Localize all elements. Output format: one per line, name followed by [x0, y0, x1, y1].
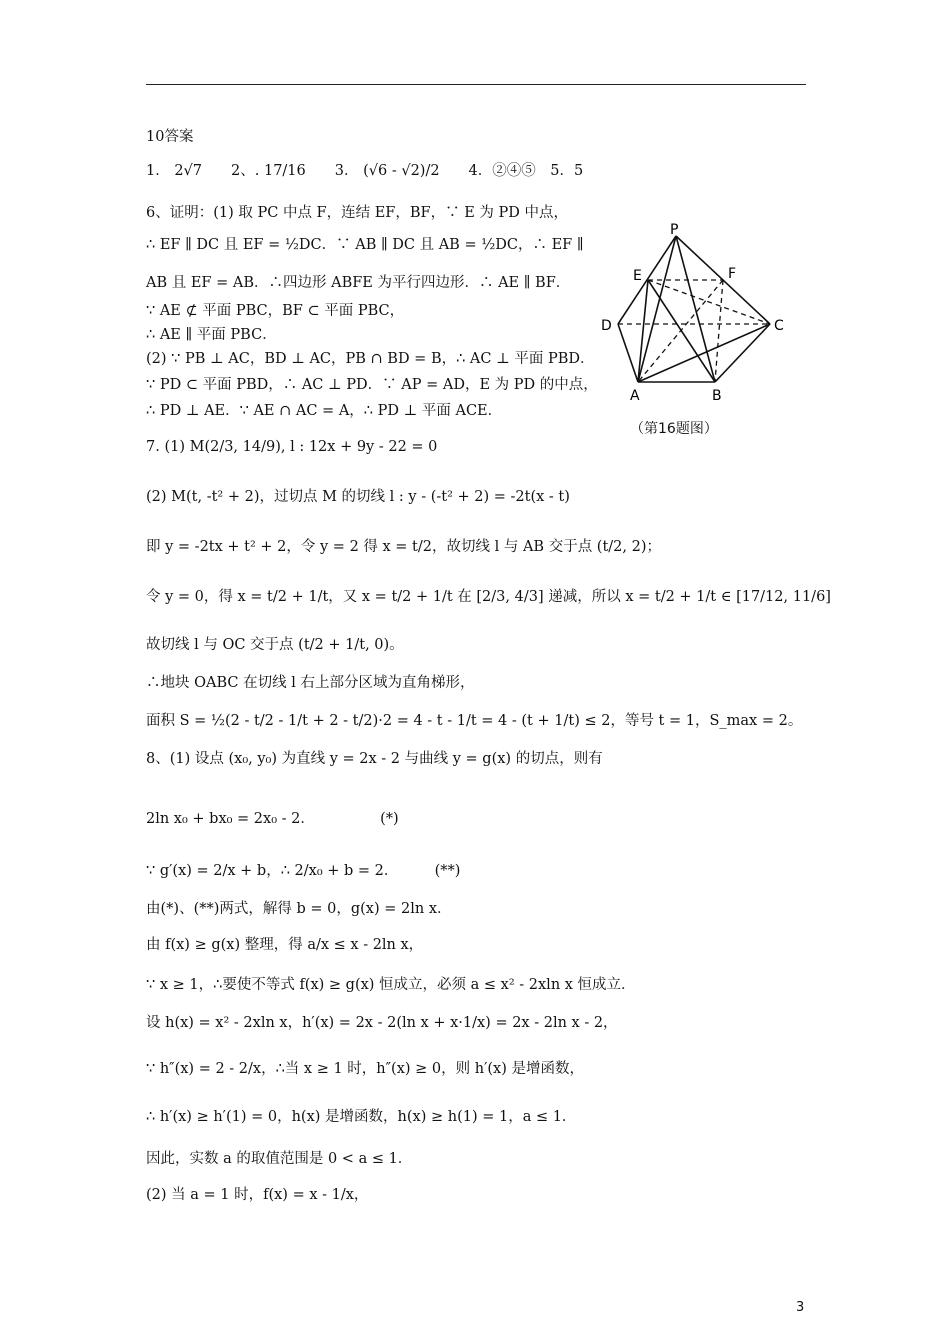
- vertex-d-label: D: [601, 318, 612, 334]
- p8-line-7: 设 h(x) = x² - 2xln x，h′(x) = 2x - 2(ln x + x·1/x) = 2x - 2ln x - 2，: [146, 1015, 618, 1031]
- vertex-a-label: A: [630, 388, 640, 404]
- p6-line-3: AB 且 EF = AB．∴四边形 ABFE 为平行四边形．∴ AE ∥ BF．: [146, 275, 571, 291]
- p7-line-1: 7. (1) M(2/3, 14/9), l : 12x + 9y - 22 = 0: [146, 439, 438, 455]
- header-rule: [146, 84, 806, 85]
- p8-line-9: ∴ h′(x) ≥ h′(1) = 0，h(x) 是增函数，h(x) ≥ h(1) = 1，a ≤ 1．: [146, 1109, 577, 1125]
- p8-line-10: 因此，实数 a 的取值范围是 0 < a ≤ 1．: [146, 1151, 413, 1167]
- p6-line-7: ∵ PD ⊂ 平面 PBD，∴ AC ⊥ PD．∵ AP = AD，E 为 PD 的中点，: [146, 377, 598, 393]
- p7-line-3: 即 y = -2tx + t² + 2，令 y = 2 得 x = t/2，故切线 l 与 AB 交于点 (t/2, 2)；: [146, 539, 661, 555]
- pyramid-figure: [598, 222, 798, 442]
- figure-caption: （第16题图）: [630, 421, 718, 437]
- p8-line-8: ∵ h″(x) = 2 - 2/x，∴当 x ≥ 1 时，h″(x) ≥ 0，则 h′(x) 是增函数，: [146, 1061, 584, 1077]
- page-number: 3: [796, 1300, 805, 1315]
- vertex-f-label: F: [728, 266, 737, 282]
- vertex-p-label: P: [670, 222, 679, 238]
- p8-line-5: 由 f(x) ≥ g(x) 整理，得 a/x ≤ x - 2ln x，: [146, 937, 424, 953]
- section-title: 10答案: [146, 129, 194, 145]
- p8-line-1: 8、(1) 设点 (x₀, y₀) 为直线 y = 2x - 2 与曲线 y = g(x) 的切点，则有: [146, 751, 603, 767]
- p6-line-4: ∵ AE ⊄ 平面 PBC，BF ⊂ 平面 PBC，: [146, 303, 405, 319]
- vertex-c-label: C: [774, 318, 784, 334]
- p6-line-2: ∴ EF ∥ DC 且 EF = ½DC．∵ AB ∥ DC 且 AB = ½DC，∴ EF ∥: [146, 237, 584, 253]
- p7-line-4: 令 y = 0，得 x = t/2 + 1/t，又 x = t/2 + 1/t 在 [2/3, 4/3] 递减，所以 x = t/2 + 1/t ∈ [17/12, 11/6]: [146, 589, 831, 605]
- vertex-b-label: B: [712, 388, 722, 404]
- p6-line-8: ∴ PD ⊥ AE．∵ AE ∩ AC = A，∴ PD ⊥ 平面 ACE．: [146, 403, 503, 419]
- p8-line-6: ∵ x ≥ 1，∴要使不等式 f(x) ≥ g(x) 恒成立，必须 a ≤ x² - 2xln x 恒成立．: [146, 977, 636, 993]
- p6-line-1: 6、证明：(1) 取 PC 中点 F，连结 EF，BF，∵ E 为 PD 中点，: [146, 205, 568, 221]
- vertex-e-label: E: [633, 268, 642, 284]
- p6-line-5: ∴ AE ∥ 平面 PBC．: [146, 327, 277, 343]
- p6-line-6: (2) ∵ PB ⊥ AC，BD ⊥ AC，PB ∩ BD = B，∴ AC ⊥ 平面 PBD．: [146, 351, 595, 367]
- p8-line-2: 2ln x₀ + bx₀ = 2x₀ - 2． (*): [146, 811, 399, 827]
- p8-line-11: (2) 当 a = 1 时，f(x) = x - 1/x，: [146, 1187, 369, 1203]
- p7-line-6: ∴地块 OABC 在切线 l 右上部分区域为直角梯形，: [146, 675, 475, 691]
- p7-line-2: (2) M(t, -t² + 2)，过切点 M 的切线 l : y - (-t² + 2) = -2t(x - t): [146, 489, 570, 505]
- p7-line-7: 面积 S = ½(2 - t/2 - 1/t + 2 - t/2)·2 = 4 - t - 1/t = 4 - (t + 1/t) ≤ 2，等号 t = 1，S_max = 2。: [146, 713, 803, 729]
- p8-line-4: 由(*)、(**)两式，解得 b = 0，g(x) = 2ln x．: [146, 901, 452, 917]
- answers-line: 1． 2√7 2、. 17/16 3． (√6 - √2)/2 4．②④⑤ 5．5: [146, 163, 584, 179]
- p7-line-5: 故切线 l 与 OC 交于点 (t/2 + 1/t, 0)。: [146, 637, 404, 653]
- p8-line-3: ∵ g′(x) = 2/x + b，∴ 2/x₀ + b = 2． (**): [146, 863, 461, 879]
